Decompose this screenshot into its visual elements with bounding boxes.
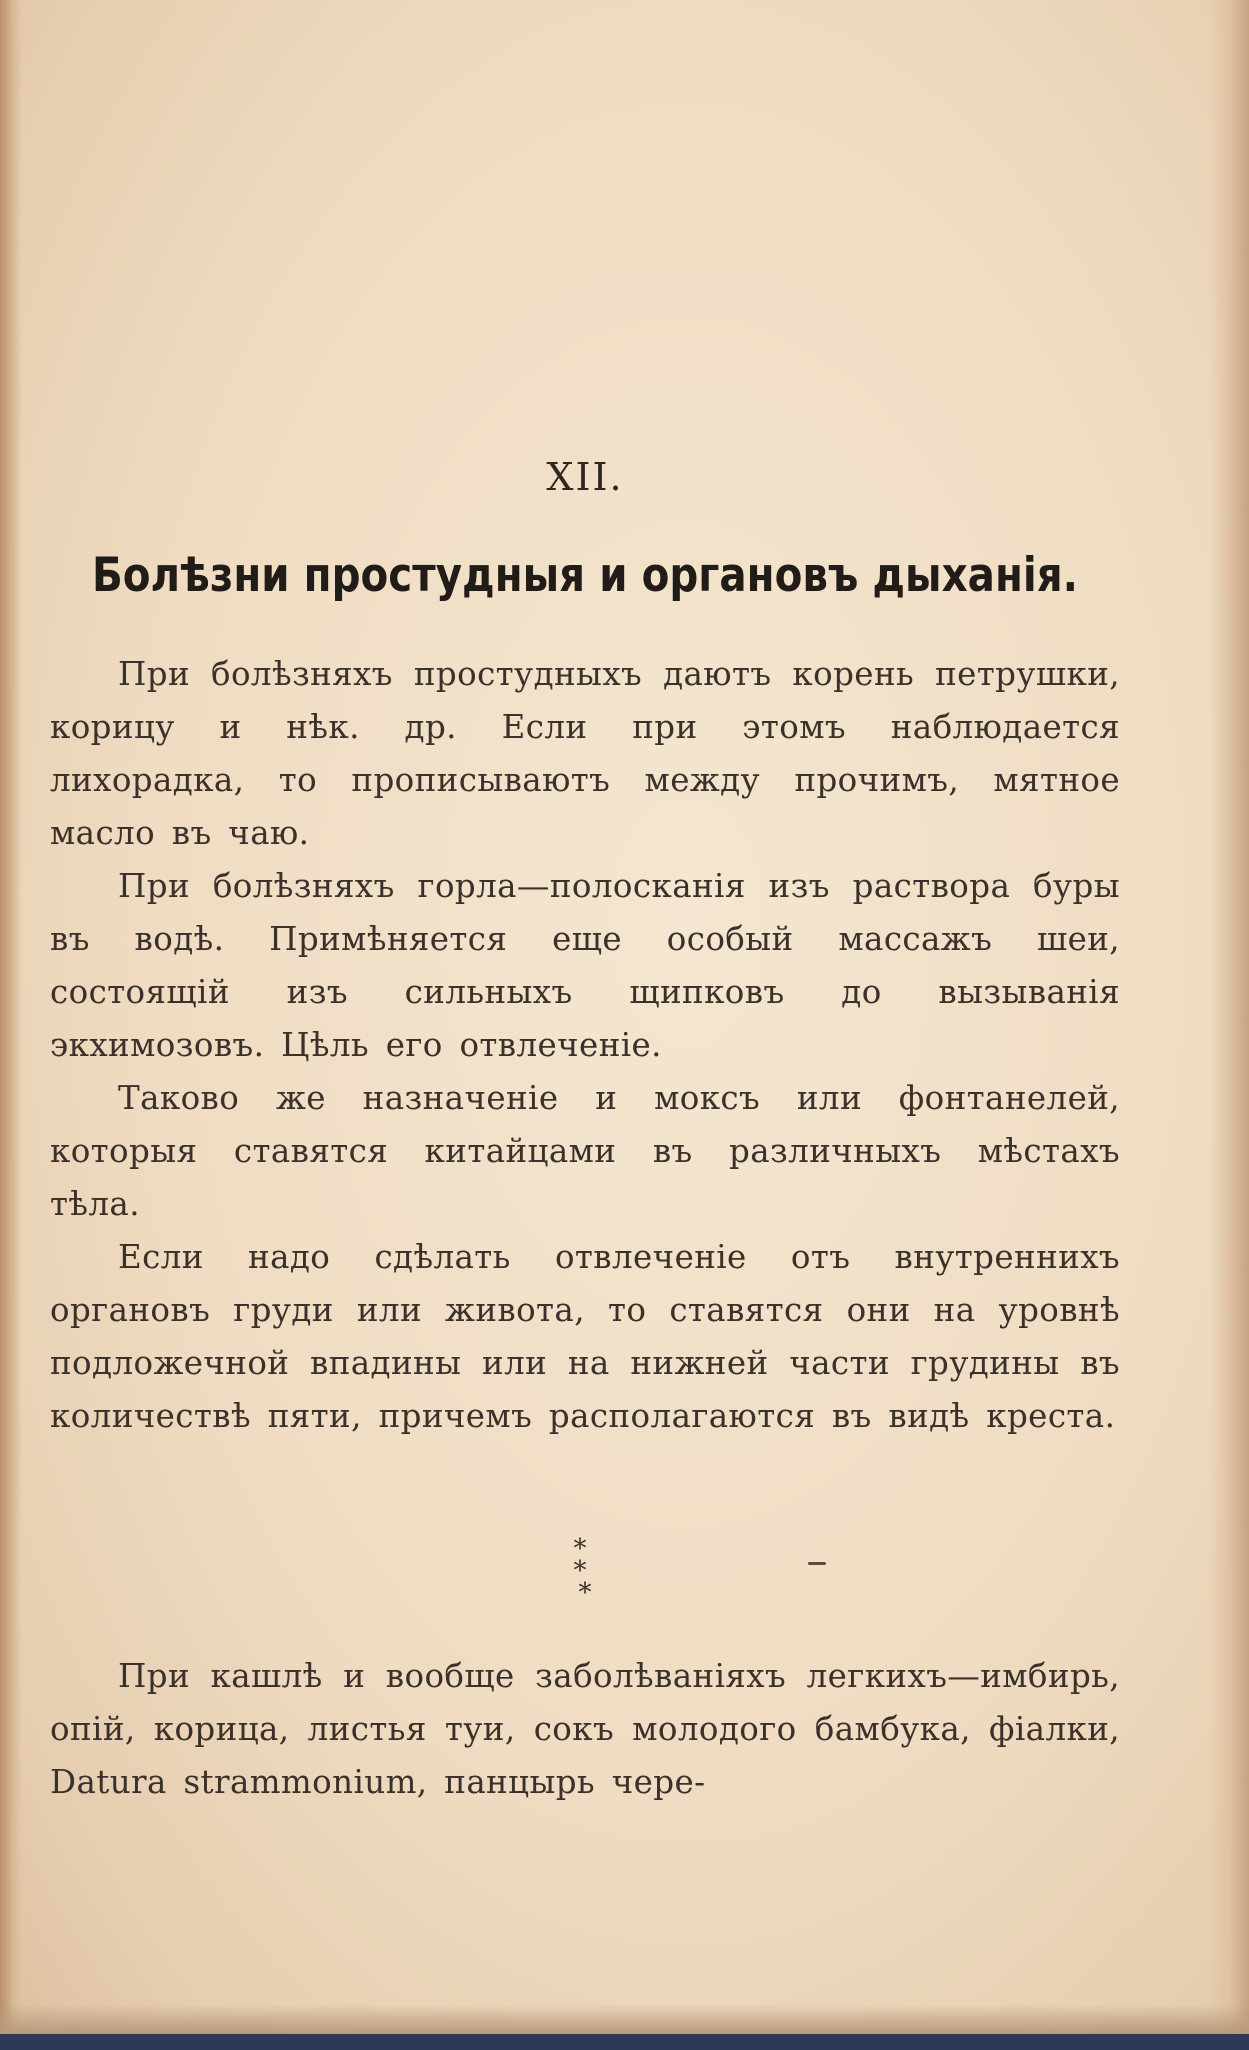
scan-bottom-border — [0, 2034, 1249, 2050]
stray-ink-mark — [808, 1562, 826, 1565]
asterism-bottom-row: * — [578, 1578, 592, 1608]
page-left-edge — [0, 0, 22, 2050]
page-bottom-shadow — [0, 2004, 1249, 2034]
main-text-section — [50, 648, 1120, 1443]
paragraph-colds: При болѣзняхъ простудныхъ даютъ корень петрушки, корицу и нѣк. др. Если при этомъ наблюдается лихорадка, то прописываютъ между прочимъ, мятное масло въ чаю. — [50, 655, 1120, 852]
asterism-top-row: * * — [573, 1534, 597, 1586]
chapter-number: XII. — [546, 455, 624, 499]
paragraph-diversion: Если надо сдѣлать отвлеченіе отъ внутреннихъ органовъ груди или живота, то ставятся они на уровнѣ подложечной впадины или на нижней части грудины въ количествѣ пяти, причемъ располагаются въ видѣ креста. — [50, 1238, 1120, 1435]
cough-text-section — [50, 1650, 1120, 1809]
asterism-divider — [555, 1534, 615, 1608]
chapter-title: Болѣзни простудныя и органовъ дыханія. — [91, 548, 1079, 603]
paragraph-throat: При болѣзняхъ горла—полосканія изъ раствора буры въ водѣ. Примѣняется еще особый массажъ шеи, состоящій изъ сильныхъ щипковъ до вызыванія экхимозовъ. Цѣль его отвлеченіе. — [50, 867, 1120, 1064]
paragraph-cough: При кашлѣ и вообще заболѣваніяхъ легкихъ—имбирь, опій, корица, листья туи, сокъ молодого бамбука, фіалки, Datura strammonium, панцырь чере- — [50, 1657, 1120, 1801]
page-right-edge — [1209, 0, 1249, 2050]
paragraph-moxa: Таково же назначеніе и моксъ или фонтанелей, которыя ставятся китайцами въ различныхъ мѣстахъ тѣла. — [50, 1079, 1120, 1223]
